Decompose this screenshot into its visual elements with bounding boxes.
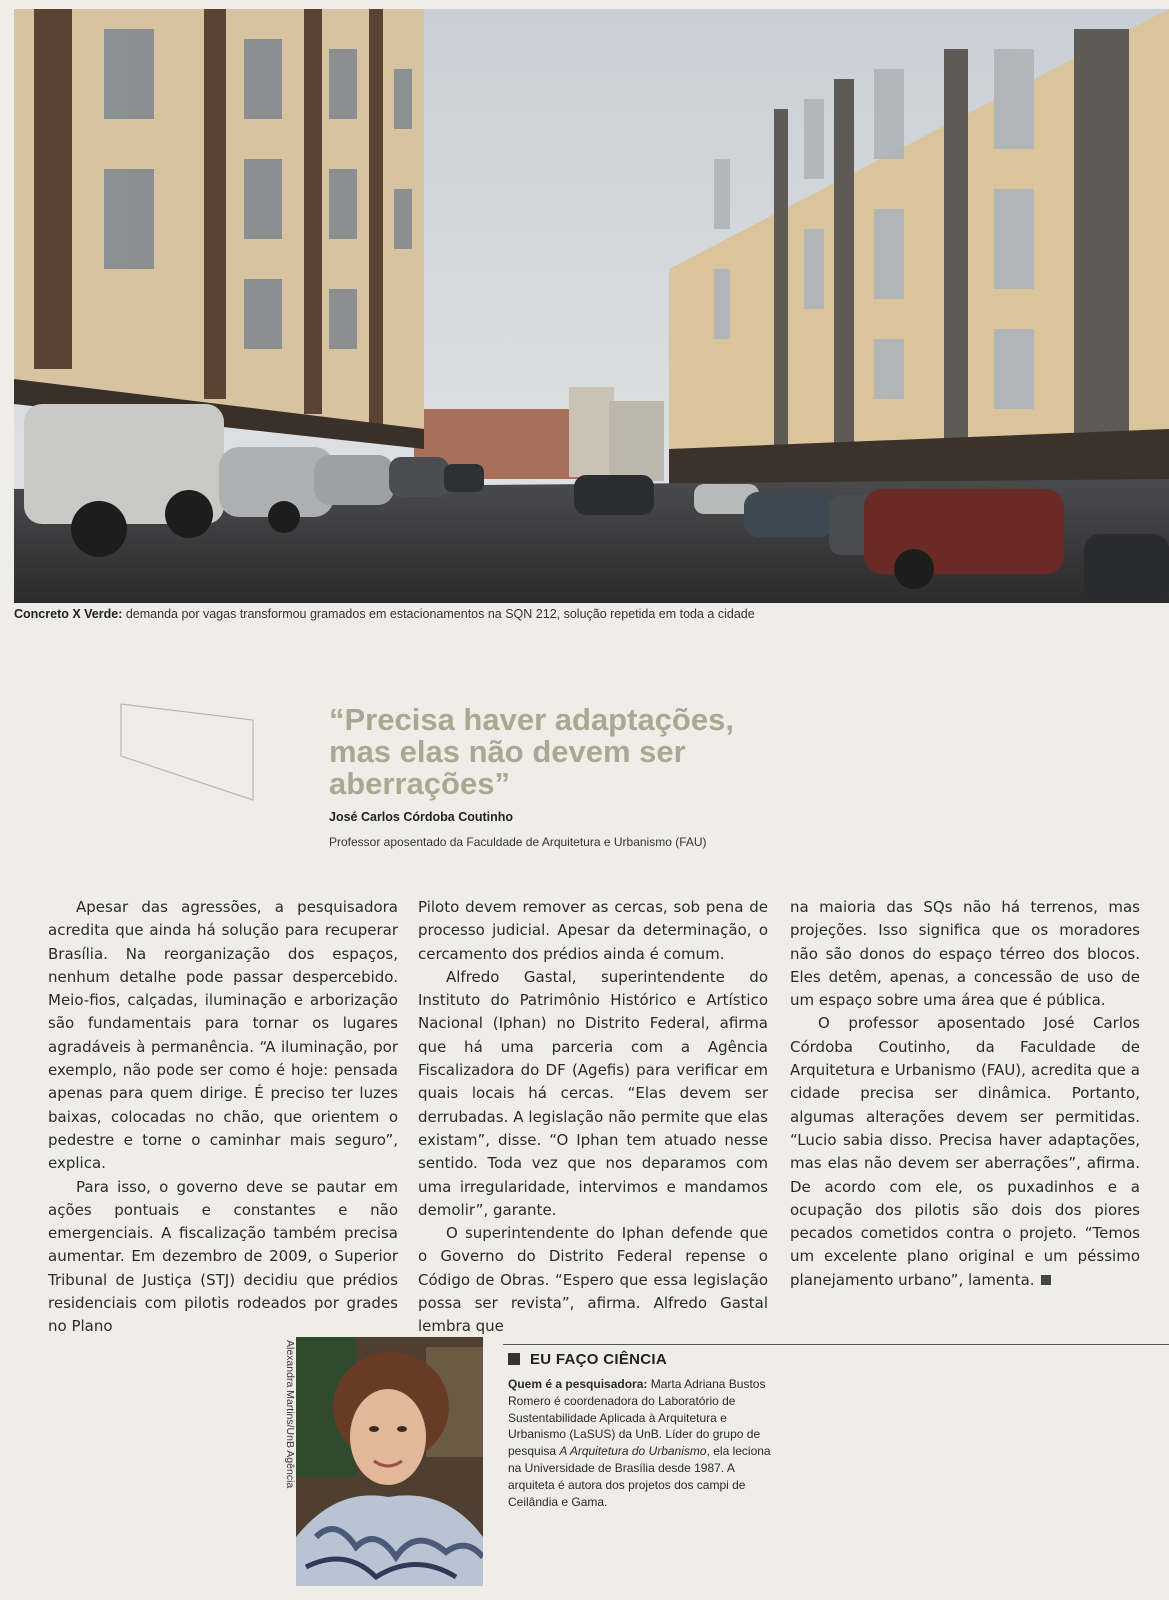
sidebar-body [508, 1376, 778, 1510]
end-of-article-icon [1041, 1275, 1051, 1285]
paragraph: Para isso, o governo deve se pautar em ações pontuais e constantes e não emergenciais. A fiscalização também precisa aumentar. Em dezembro de 2009, o Superior Tribunal de Justiça (STJ) decidiu que prédios residenciais com pilotis rodeados por grades no Plano [48, 1177, 398, 1336]
sidebar-text-1: Marta Adriana Bustos Romero é coordenadora do Laboratório de Sustentabilidade Aplicada à Arquitetura e Urbanismo (LaSUS) da UnB. Líder do grupo de pesquisa [508, 1377, 766, 1459]
researcher-portrait [296, 1337, 483, 1586]
article-column-2 [418, 896, 768, 1339]
caption-text: demanda por vagas transformou gramados em estacionamentos na SQN 212, solução repetida em toda a cidade [122, 607, 755, 621]
sidebar-text-2: , ela leciona na Universidade de Brasília desde 1987. A arquiteta é autora dos projetos dos campi de Ceilândia e Gama. [508, 1444, 771, 1509]
paragraph: Alfredo Gastal, superintendente do Instituto do Patrimônio Histórico e Artístico Nacional (Iphan) no Distrito Federal, afirma que há uma parceria com a Agência Fiscalizadora do DF (Agefis) para verificar em quais locais há cercas. “Elas devem ser derrubadas. A legislação não permite que elas existam”, disse. “O Iphan tem atuado nesse sentido. Toda vez que nos deparamos com uma irregularidade, intervimos e mandamos demolir”, garante. [418, 967, 768, 1219]
article-column-3 [790, 896, 1140, 1292]
article-column-1 [48, 896, 398, 1339]
parking-lot-illustration [14, 9, 1169, 603]
photo-credit: Alexandra Martins/UnB Agência [284, 1340, 296, 1489]
main-photo [14, 9, 1169, 603]
paragraph: Apesar das agressões, a pesquisadora acredita que ainda há solução para recuperar Brasília. Na reorganização dos espaços, nenhum detalhe pode passar despercebido. Meio-fios, calçadas, iluminação e arborização são fundamentais para tornar os lugares agradáveis à permanência. “A iluminação, por exemplo, não pode ser como é hoje: pensada apenas para quem dirige. É preciso ter luzes baixas, colocadas no chão, que orientem o pedestre e torne o caminhar mais seguro”, explica. [48, 898, 398, 1173]
paragraph: na maioria das SQs não há terrenos, mas projeções. Isso significa que os moradores não são donos do espaço térreo dos blocos. Eles detêm, apenas, a concessão de uso de um espaço sobre uma área que é pública. [790, 898, 1140, 1010]
decorative-frame [119, 702, 259, 802]
research-group-name: A Arquitetura do Urbanismo [559, 1444, 707, 1459]
photo-caption [14, 607, 1134, 621]
paragraph-text: O professor aposentado José Carlos Córdoba Coutinho, da Faculdade de Arquitetura e Urbanismo (FAU), acredita que a cidade precisa ser dinâmica. Portanto, algumas alterações devem ser permitidas. “Lucio sabia disso. Precisa haver adaptações, mas elas não devem ser aberrações”, afirma. De acordo com ele, os puxadinhos e a ocupação dos pilotis são dois dos piores pecados cometidos contra o projeto. “Temos um excelente plano original e um péssimo planejamento urbano”, lamenta. [790, 1014, 1140, 1289]
quote-author: José Carlos Córdoba Coutinho [329, 810, 514, 824]
quote-author-role: Professor aposentado da Faculdade de Arquitetura e Urbanismo (FAU) [329, 835, 707, 849]
paragraph [790, 1012, 1140, 1292]
sidebar-title-text: EU FAÇO CIÊNCIA [530, 1351, 668, 1368]
sidebar-rule [503, 1344, 1169, 1345]
pull-quote: “Precisa haver adaptações, mas elas não devem ser aberrações” [329, 702, 734, 801]
caption-label: Concreto X Verde: [14, 607, 123, 621]
paragraph: O superintendente do Iphan defende que o Governo do Distrito Federal repense o Código de Obras. “Espero que essa legislação possa ser revista”, afirma. Alfredo Gastal lembra que [418, 1224, 768, 1336]
square-bullet-icon [508, 1353, 520, 1365]
sidebar-label: Quem é a pesquisadora: [508, 1377, 648, 1391]
portrait-illustration [296, 1337, 483, 1586]
sidebar-title [508, 1351, 667, 1368]
paragraph: Piloto devem remover as cercas, sob pena de processo judicial. Apesar da determinação, o cercamento dos prédios ainda é comum. [418, 898, 768, 963]
